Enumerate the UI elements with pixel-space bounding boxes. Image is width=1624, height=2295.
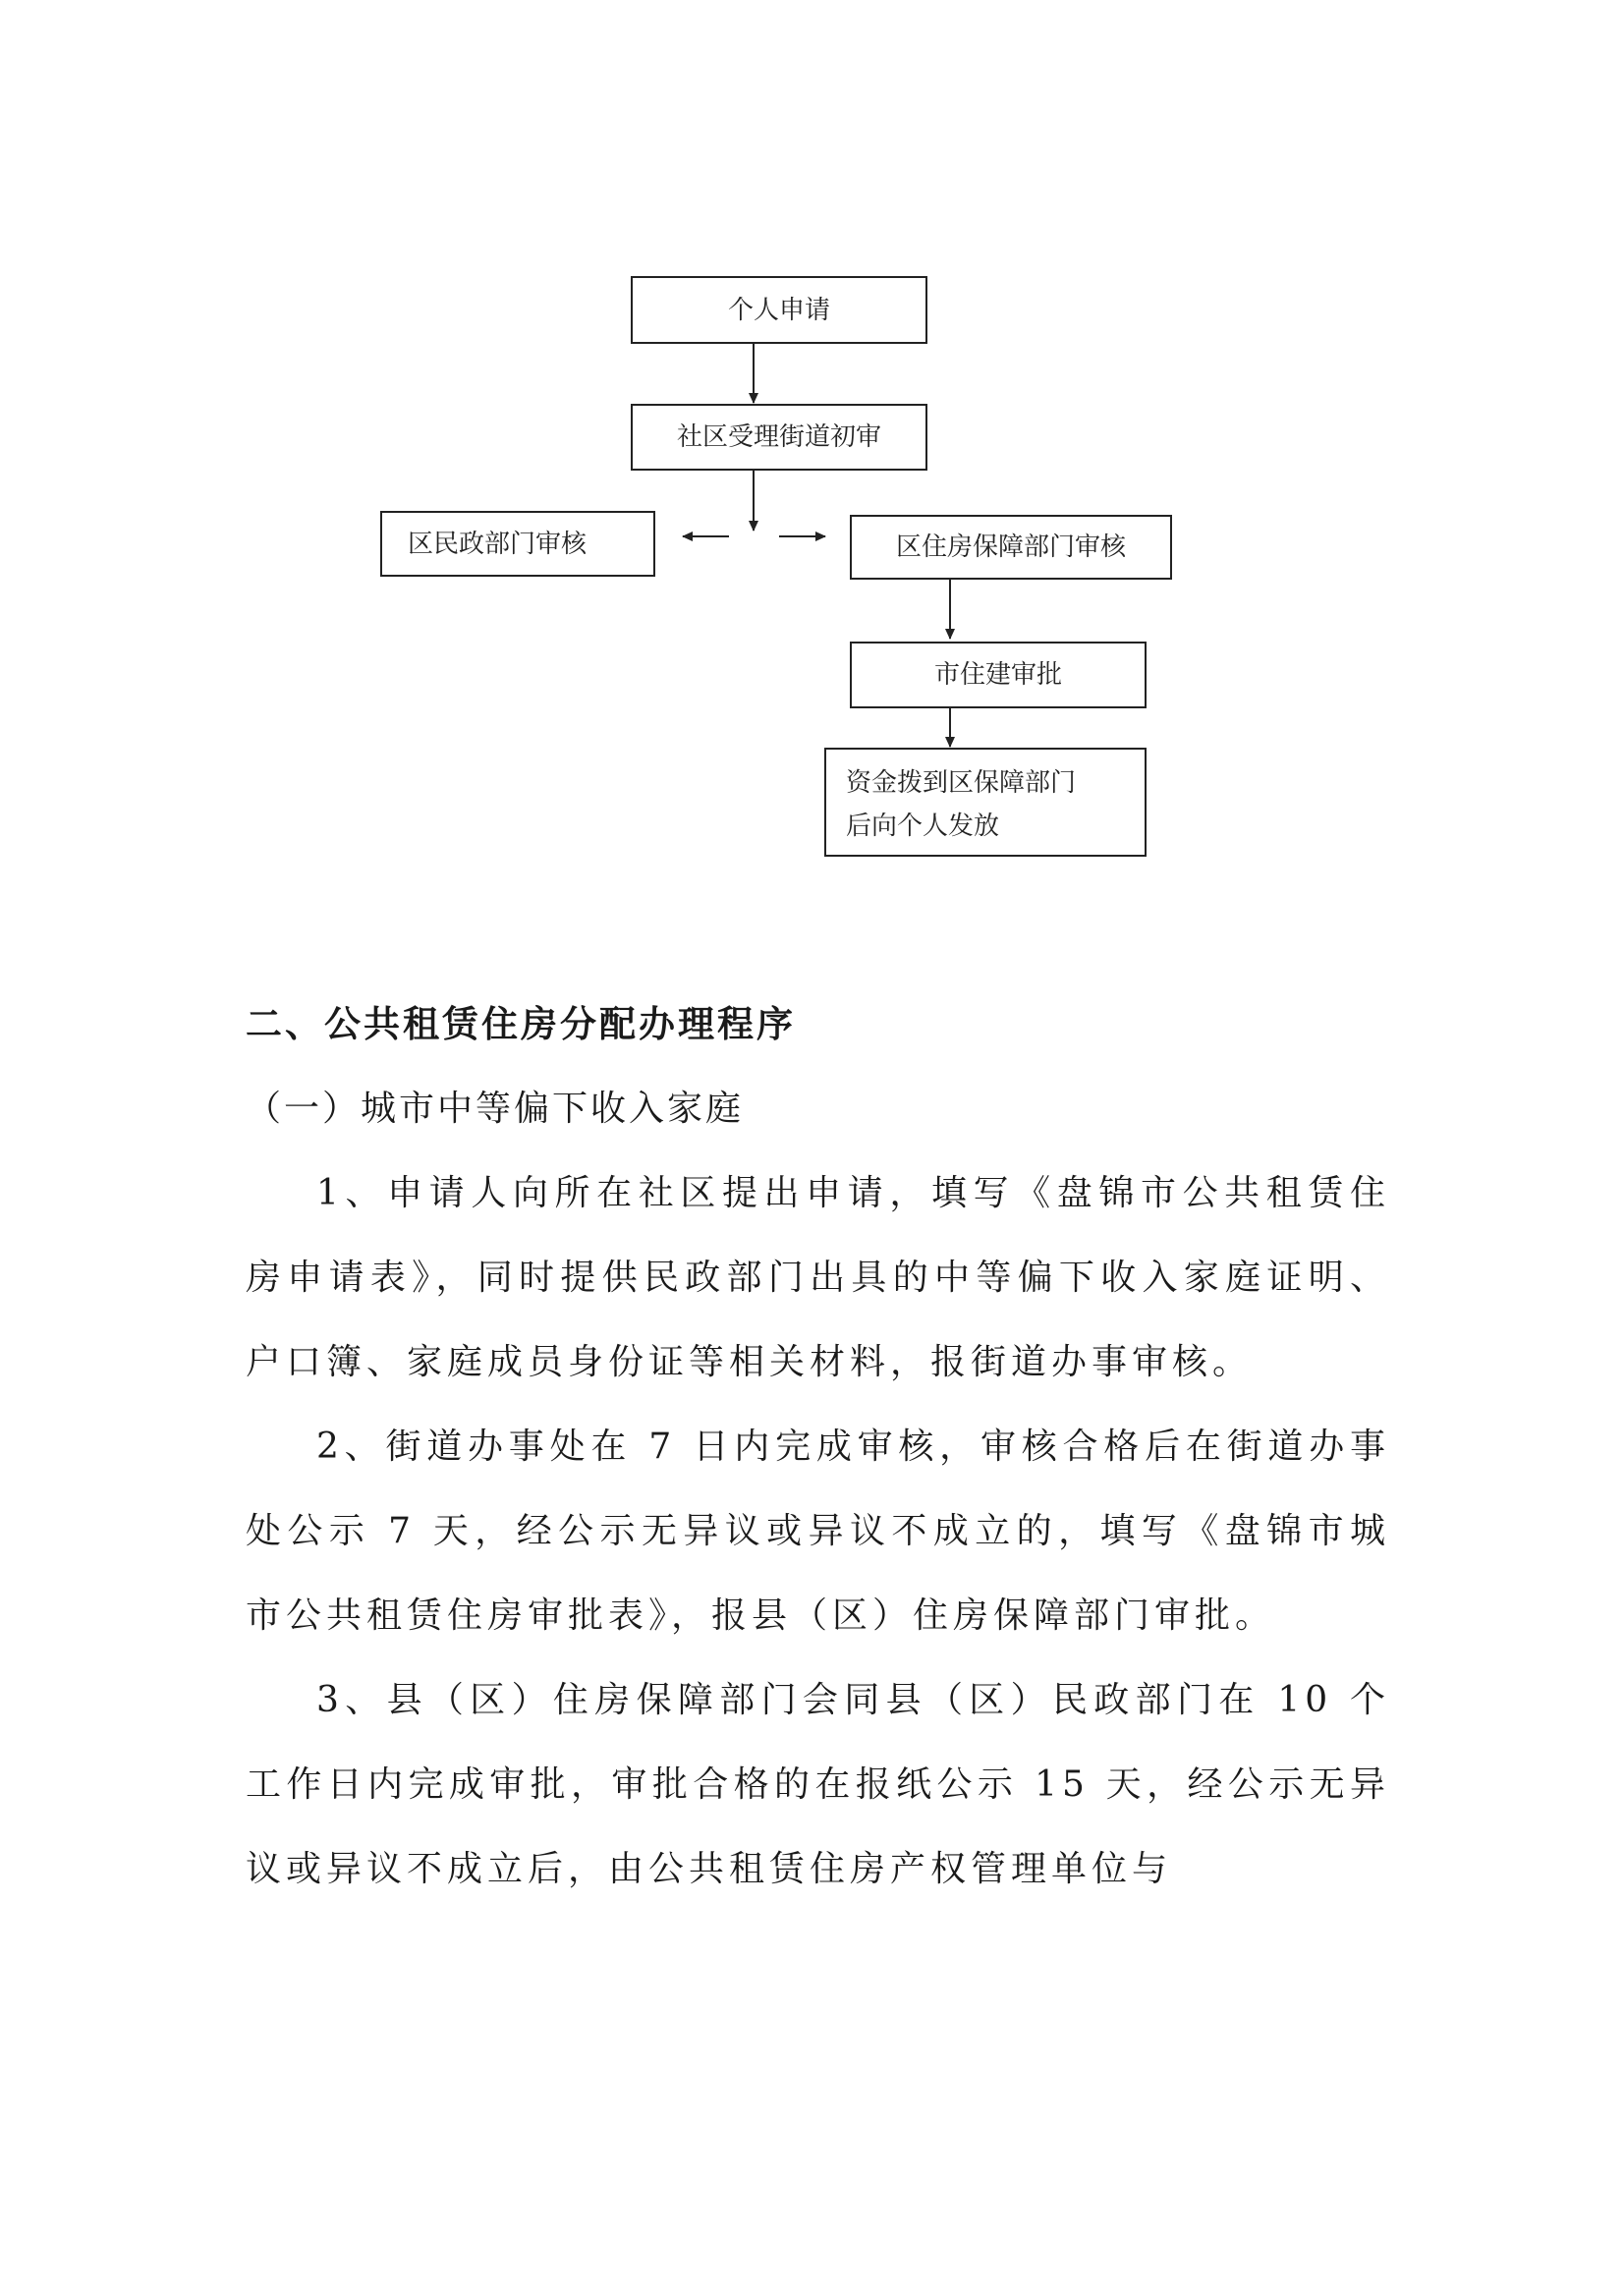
node-label: 区住房保障部门审核 bbox=[895, 532, 1126, 562]
document-body bbox=[246, 982, 1390, 1912]
paragraph-1: 1、申请人向所在社区提出申请，填写《盘锦市公共租赁住房申请表》，同时提供民政部门出具的中等偏下收入家庭证明、户口簿、家庭成员身份证等相关材料，报街道办事审核。 bbox=[246, 1173, 1390, 1382]
paragraph-2: 2、街道办事处在 7 日内完成审核，审核合格后在街道办事处公示 7 天，经公示无异议或异议不成立的，填写《盘锦市城市公共租赁住房审批表》，报县（区）住房保障部门审批。 bbox=[246, 1427, 1390, 1636]
section-subheading: （一）城市中等偏下收入家庭 bbox=[246, 1089, 745, 1129]
section-heading: 二、公共租赁住房分配办理程序 bbox=[246, 1003, 796, 1045]
node-label: 社区受理街道初审 bbox=[676, 422, 881, 452]
node-district-civil-affairs bbox=[380, 511, 655, 577]
paragraph-3: 3、县（区）住房保障部门会同县（区）民政部门在 10 个工作日内完成审批，审批合格的在报纸公示 15 天，经公示无异议或异议不成立后，由公共租赁住房产权管理单位与 bbox=[246, 1680, 1390, 1889]
node-funds-distribution bbox=[824, 748, 1147, 857]
node-community-street-review bbox=[631, 404, 927, 471]
flowchart bbox=[0, 0, 1624, 884]
node-label: 市住建审批 bbox=[933, 660, 1062, 690]
node-label: 区民政部门审核 bbox=[408, 529, 588, 559]
node-label-line1: 资金拨到区保障部门 bbox=[846, 768, 1077, 798]
node-city-housing-approval bbox=[850, 642, 1147, 708]
node-district-housing-security bbox=[850, 515, 1172, 580]
node-personal-application bbox=[631, 276, 927, 344]
node-label: 个人申请 bbox=[727, 295, 830, 325]
node-label-line2: 后向个人发放 bbox=[846, 812, 1000, 841]
